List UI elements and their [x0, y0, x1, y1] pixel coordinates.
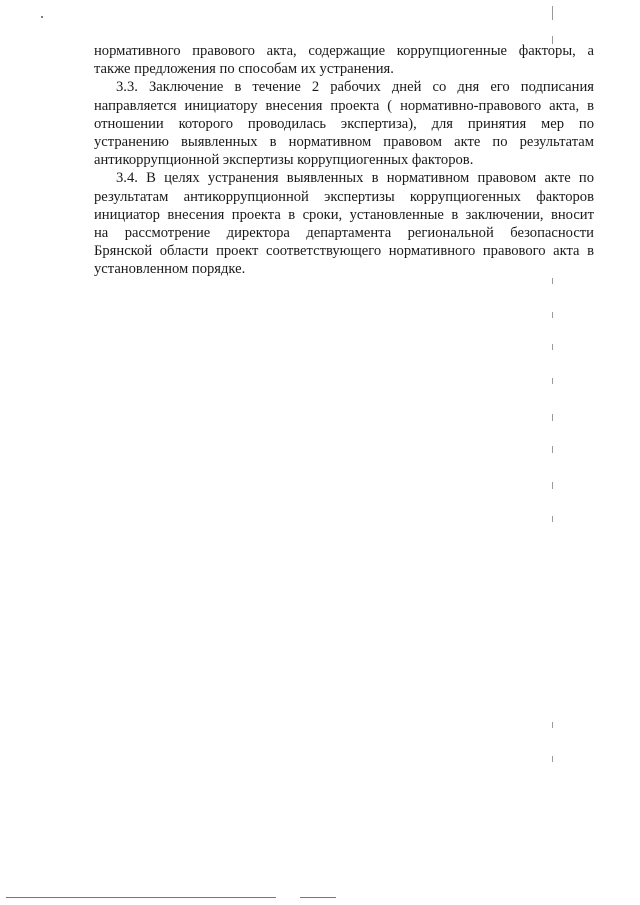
text-line: результатам антикоррупционной экспертизы коррупциогенных факторов — [94, 188, 594, 205]
scan-margin-mark — [552, 414, 553, 421]
text-line: устранению выявленных в нормативном правовом акте по результатам — [94, 134, 594, 151]
text-line: на рассмотрение директора департамента региональной безопасности — [94, 225, 594, 242]
text-line: 3.4. В целях устранения выявленных в нормативном правовом акте по — [116, 170, 594, 187]
bottom-scan-line — [300, 897, 336, 898]
text-line: также предложения по способам их устранения. — [94, 61, 394, 78]
bottom-scan-line — [6, 897, 276, 898]
scan-margin-mark — [552, 278, 553, 284]
text-line: установленном порядке. — [94, 261, 246, 278]
scan-margin-mark — [552, 446, 553, 453]
scan-margin-mark — [552, 6, 553, 20]
scan-margin-mark — [552, 516, 553, 522]
text-line: инициатор внесения проекта в сроки, установленные в заключении, вносит — [94, 206, 594, 223]
document-body — [94, 42, 594, 279]
paragraph-3-3 — [94, 78, 594, 169]
scan-margin-mark — [552, 482, 553, 489]
text-line: отношении которого проводилась экспертиза), для принятия мер по — [94, 115, 594, 132]
scan-margin-mark — [552, 756, 553, 762]
scan-margin-mark — [552, 722, 553, 728]
text-line: антикоррупционной экспертизы коррупциогенных факторов. — [94, 152, 474, 169]
text-line: Брянской области проект соответствующего нормативного правового акта в — [94, 243, 594, 260]
scan-margin-mark — [552, 312, 553, 318]
scan-speck — [41, 16, 43, 18]
paragraph-3-4 — [94, 169, 594, 278]
text-line: 3.3. Заключение в течение 2 рабочих дней со дня его подписания — [116, 79, 594, 96]
paragraph-continuation — [94, 42, 594, 78]
text-line: нормативного правового акта, содержащие коррупциогенные факторы, а — [94, 43, 594, 59]
text-line: направляется инициатору внесения проекта ( нормативно-правового акта, в — [94, 97, 594, 114]
scan-margin-mark — [552, 378, 553, 384]
scan-margin-mark — [552, 344, 553, 350]
